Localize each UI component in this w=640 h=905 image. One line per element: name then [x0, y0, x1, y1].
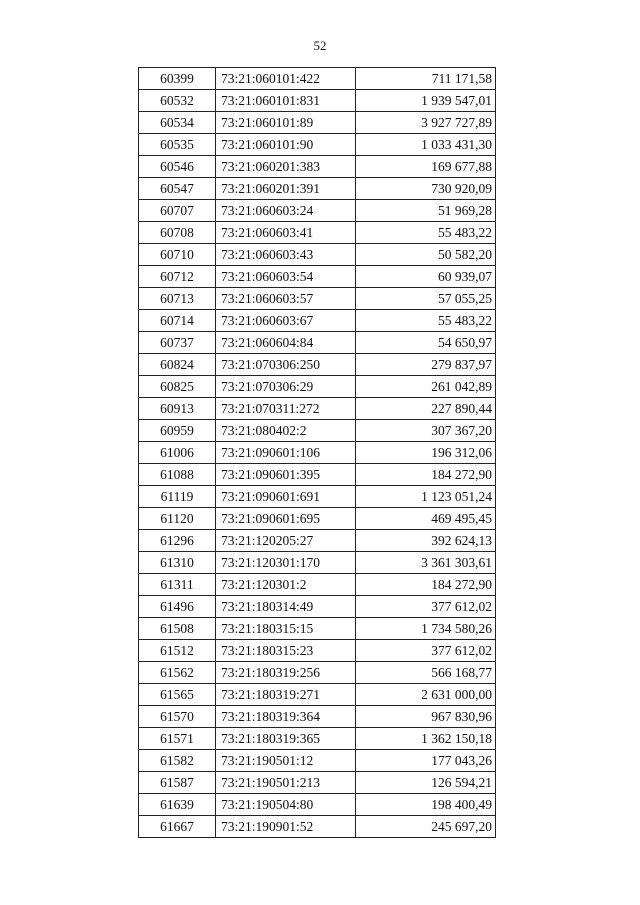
table-row [139, 112, 496, 134]
table-row [139, 772, 496, 794]
cadastral-number-cell: 73:21:060603:54 [216, 266, 356, 288]
value-cell: 50 582,20 [356, 244, 496, 266]
table-row [139, 442, 496, 464]
cadastral-number-cell: 73:21:060603:57 [216, 288, 356, 310]
cadastral-number-cell: 73:21:060101:89 [216, 112, 356, 134]
value-cell: 57 055,25 [356, 288, 496, 310]
cadastral-number-cell: 73:21:060201:383 [216, 156, 356, 178]
table-row [139, 552, 496, 574]
cadastral-number-cell: 73:21:070306:250 [216, 354, 356, 376]
table-row [139, 266, 496, 288]
cadastral-number-cell: 73:21:120301:170 [216, 552, 356, 574]
row-id-cell: 61296 [139, 530, 216, 552]
value-cell: 1 123 051,24 [356, 486, 496, 508]
table-row [139, 596, 496, 618]
cadastral-number-cell: 73:21:180319:271 [216, 684, 356, 706]
table-row [139, 750, 496, 772]
row-id-cell: 61587 [139, 772, 216, 794]
row-id-cell: 60547 [139, 178, 216, 200]
value-cell: 377 612,02 [356, 596, 496, 618]
cadastral-number-cell: 73:21:060101:90 [216, 134, 356, 156]
table-row [139, 376, 496, 398]
cadastral-number-cell: 73:21:090601:106 [216, 442, 356, 464]
cadastral-number-cell: 73:21:060603:67 [216, 310, 356, 332]
cadastral-number-cell: 73:21:190501:213 [216, 772, 356, 794]
value-cell: 2 631 000,00 [356, 684, 496, 706]
table-row [139, 486, 496, 508]
cadastral-number-cell: 73:21:120205:27 [216, 530, 356, 552]
table-row [139, 68, 496, 90]
value-cell: 227 890,44 [356, 398, 496, 420]
cadastral-number-cell: 73:21:080402:2 [216, 420, 356, 442]
cadastral-number-cell: 73:21:060603:43 [216, 244, 356, 266]
value-cell: 245 697,20 [356, 816, 496, 838]
row-id-cell: 61120 [139, 508, 216, 530]
row-id-cell: 60737 [139, 332, 216, 354]
row-id-cell: 61570 [139, 706, 216, 728]
value-cell: 261 042,89 [356, 376, 496, 398]
value-cell: 198 400,49 [356, 794, 496, 816]
value-cell: 169 677,88 [356, 156, 496, 178]
row-id-cell: 61639 [139, 794, 216, 816]
cadastral-number-cell: 73:21:070311:272 [216, 398, 356, 420]
table-row [139, 574, 496, 596]
row-id-cell: 61667 [139, 816, 216, 838]
row-id-cell: 61311 [139, 574, 216, 596]
table-row [139, 398, 496, 420]
value-cell: 126 594,21 [356, 772, 496, 794]
value-cell: 55 483,22 [356, 310, 496, 332]
value-cell: 1 033 431,30 [356, 134, 496, 156]
row-id-cell: 60714 [139, 310, 216, 332]
row-id-cell: 61565 [139, 684, 216, 706]
cadastral-number-cell: 73:21:070306:29 [216, 376, 356, 398]
table-row [139, 816, 496, 838]
table-row [139, 420, 496, 442]
cadastral-number-cell: 73:21:120301:2 [216, 574, 356, 596]
row-id-cell: 61088 [139, 464, 216, 486]
table-row [139, 728, 496, 750]
table-row [139, 508, 496, 530]
cadastral-number-cell: 73:21:190504:80 [216, 794, 356, 816]
row-id-cell: 60959 [139, 420, 216, 442]
table-row [139, 530, 496, 552]
value-cell: 307 367,20 [356, 420, 496, 442]
cadastral-number-cell: 73:21:060201:391 [216, 178, 356, 200]
table-row [139, 354, 496, 376]
row-id-cell: 60532 [139, 90, 216, 112]
row-id-cell: 61582 [139, 750, 216, 772]
row-id-cell: 60710 [139, 244, 216, 266]
value-cell: 1 939 547,01 [356, 90, 496, 112]
cadastral-number-cell: 73:21:180319:256 [216, 662, 356, 684]
page-number: 52 [313, 38, 327, 53]
row-id-cell: 60399 [139, 68, 216, 90]
value-cell: 967 830,96 [356, 706, 496, 728]
cadastral-number-cell: 73:21:180314:49 [216, 596, 356, 618]
cadastral-number-cell: 73:21:090601:691 [216, 486, 356, 508]
cadastral-number-cell: 73:21:180319:365 [216, 728, 356, 750]
value-cell: 3 927 727,89 [356, 112, 496, 134]
table-row [139, 662, 496, 684]
data-table [138, 67, 496, 838]
row-id-cell: 61310 [139, 552, 216, 574]
row-id-cell: 61571 [139, 728, 216, 750]
row-id-cell: 61512 [139, 640, 216, 662]
cadastral-number-cell: 73:21:060603:24 [216, 200, 356, 222]
cadastral-number-cell: 73:21:180315:15 [216, 618, 356, 640]
value-cell: 51 969,28 [356, 200, 496, 222]
cadastral-number-cell: 73:21:180315:23 [216, 640, 356, 662]
cadastral-number-cell: 73:21:060603:41 [216, 222, 356, 244]
table-row [139, 222, 496, 244]
value-cell: 1 362 150,18 [356, 728, 496, 750]
value-cell: 1 734 580,26 [356, 618, 496, 640]
cadastral-number-cell: 73:21:180319:364 [216, 706, 356, 728]
row-id-cell: 60712 [139, 266, 216, 288]
value-cell: 184 272,90 [356, 574, 496, 596]
value-cell: 711 171,58 [356, 68, 496, 90]
cadastral-number-cell: 73:21:090601:395 [216, 464, 356, 486]
value-cell: 566 168,77 [356, 662, 496, 684]
value-cell: 279 837,97 [356, 354, 496, 376]
value-cell: 3 361 303,61 [356, 552, 496, 574]
row-id-cell: 60534 [139, 112, 216, 134]
value-cell: 392 624,13 [356, 530, 496, 552]
value-cell: 184 272,90 [356, 464, 496, 486]
row-id-cell: 61119 [139, 486, 216, 508]
value-cell: 60 939,07 [356, 266, 496, 288]
table-row [139, 134, 496, 156]
value-cell: 196 312,06 [356, 442, 496, 464]
value-cell: 54 650,97 [356, 332, 496, 354]
cadastral-number-cell: 73:21:060101:422 [216, 68, 356, 90]
cadastral-number-cell: 73:21:190501:12 [216, 750, 356, 772]
row-id-cell: 60708 [139, 222, 216, 244]
row-id-cell: 60546 [139, 156, 216, 178]
row-id-cell: 60913 [139, 398, 216, 420]
table-row [139, 178, 496, 200]
row-id-cell: 61562 [139, 662, 216, 684]
row-id-cell: 61496 [139, 596, 216, 618]
row-id-cell: 60707 [139, 200, 216, 222]
row-id-cell: 61006 [139, 442, 216, 464]
table-row [139, 332, 496, 354]
table-row [139, 794, 496, 816]
row-id-cell: 60825 [139, 376, 216, 398]
table-row [139, 706, 496, 728]
table-row [139, 156, 496, 178]
table-row [139, 200, 496, 222]
value-cell: 469 495,45 [356, 508, 496, 530]
cadastral-number-cell: 73:21:060604:84 [216, 332, 356, 354]
value-cell: 177 043,26 [356, 750, 496, 772]
value-cell: 55 483,22 [356, 222, 496, 244]
table-row [139, 464, 496, 486]
table-row [139, 640, 496, 662]
value-cell: 377 612,02 [356, 640, 496, 662]
table-row [139, 684, 496, 706]
table-row [139, 288, 496, 310]
row-id-cell: 60535 [139, 134, 216, 156]
row-id-cell: 60824 [139, 354, 216, 376]
cadastral-number-cell: 73:21:060101:831 [216, 90, 356, 112]
cadastral-number-cell: 73:21:190901:52 [216, 816, 356, 838]
table-row [139, 244, 496, 266]
table-body [139, 68, 496, 838]
table-row [139, 310, 496, 332]
row-id-cell: 60713 [139, 288, 216, 310]
value-cell: 730 920,09 [356, 178, 496, 200]
cadastral-number-cell: 73:21:090601:695 [216, 508, 356, 530]
row-id-cell: 61508 [139, 618, 216, 640]
table-row [139, 618, 496, 640]
table-row [139, 90, 496, 112]
